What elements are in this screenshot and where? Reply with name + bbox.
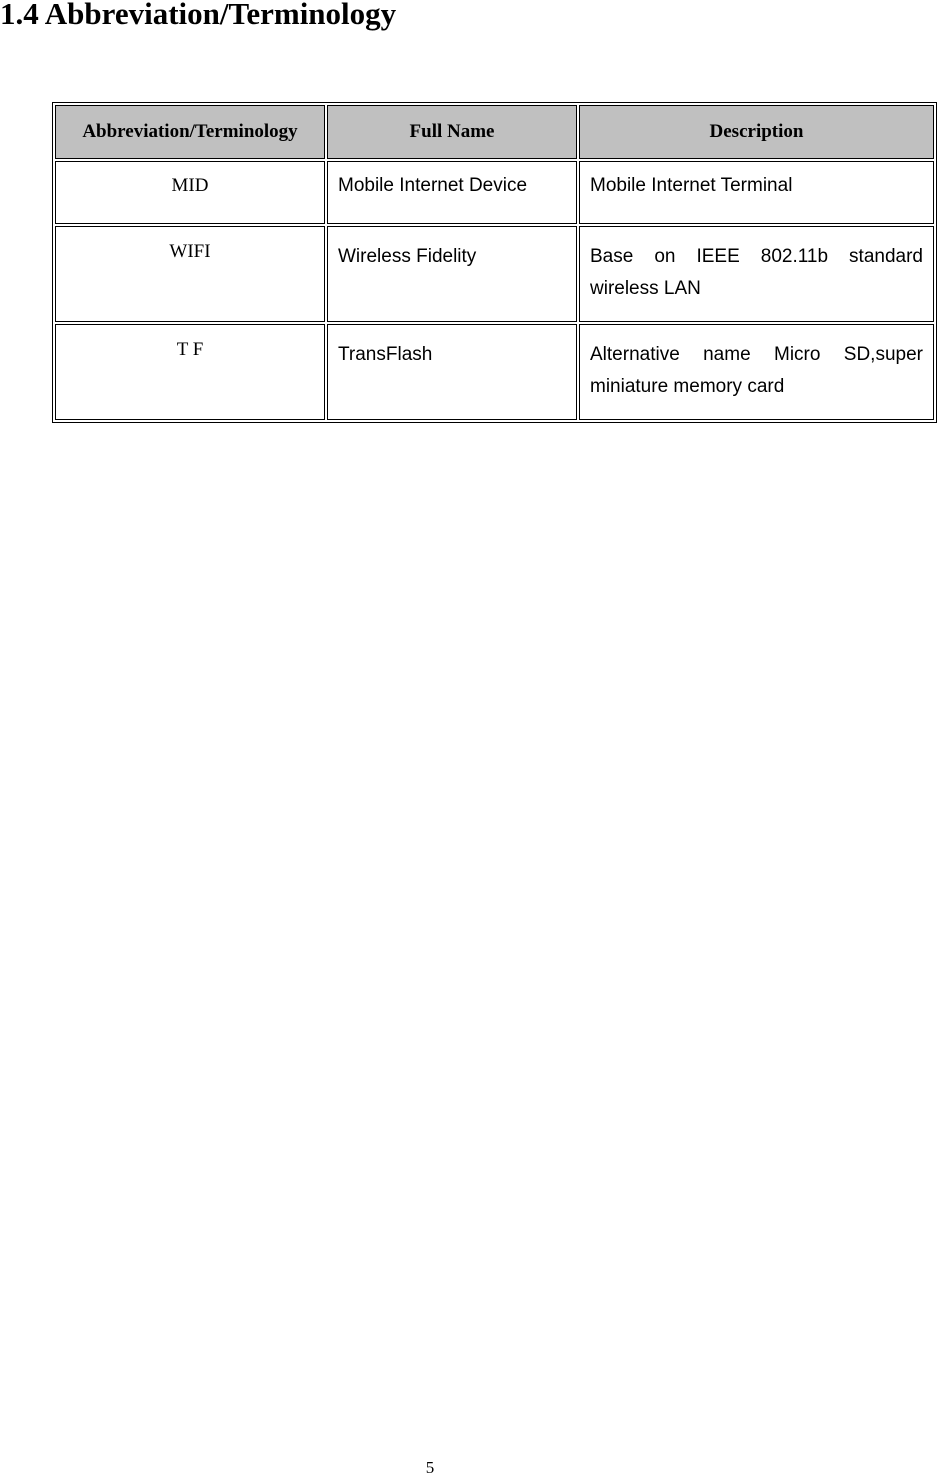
cell-abbreviation: WIFI	[55, 226, 325, 322]
cell-abbreviation: T F	[55, 324, 325, 420]
page-number: 5	[425, 1458, 435, 1477]
section-title: 1.4 Abbreviation/Terminology	[0, 0, 397, 31]
cell-full-name: TransFlash	[327, 324, 577, 420]
header-abbreviation: Abbreviation/Terminology	[55, 105, 325, 159]
table-header-row	[55, 105, 934, 159]
table-row	[55, 161, 934, 224]
header-full-name: Full Name	[327, 105, 577, 159]
terminology-table	[52, 102, 937, 423]
header-description: Description	[579, 105, 934, 159]
cell-abbreviation: MID	[55, 161, 325, 224]
cell-description: Alternative name Micro SD,super miniature memory card	[579, 324, 934, 420]
cell-full-name: Wireless Fidelity	[327, 226, 577, 322]
table-row	[55, 324, 934, 420]
cell-description: Base on IEEE 802.11b standard wireless LAN	[579, 226, 934, 322]
table-row	[55, 226, 934, 322]
cell-full-name: Mobile Internet Device	[327, 161, 577, 224]
cell-description: Mobile Internet Terminal	[579, 161, 934, 224]
